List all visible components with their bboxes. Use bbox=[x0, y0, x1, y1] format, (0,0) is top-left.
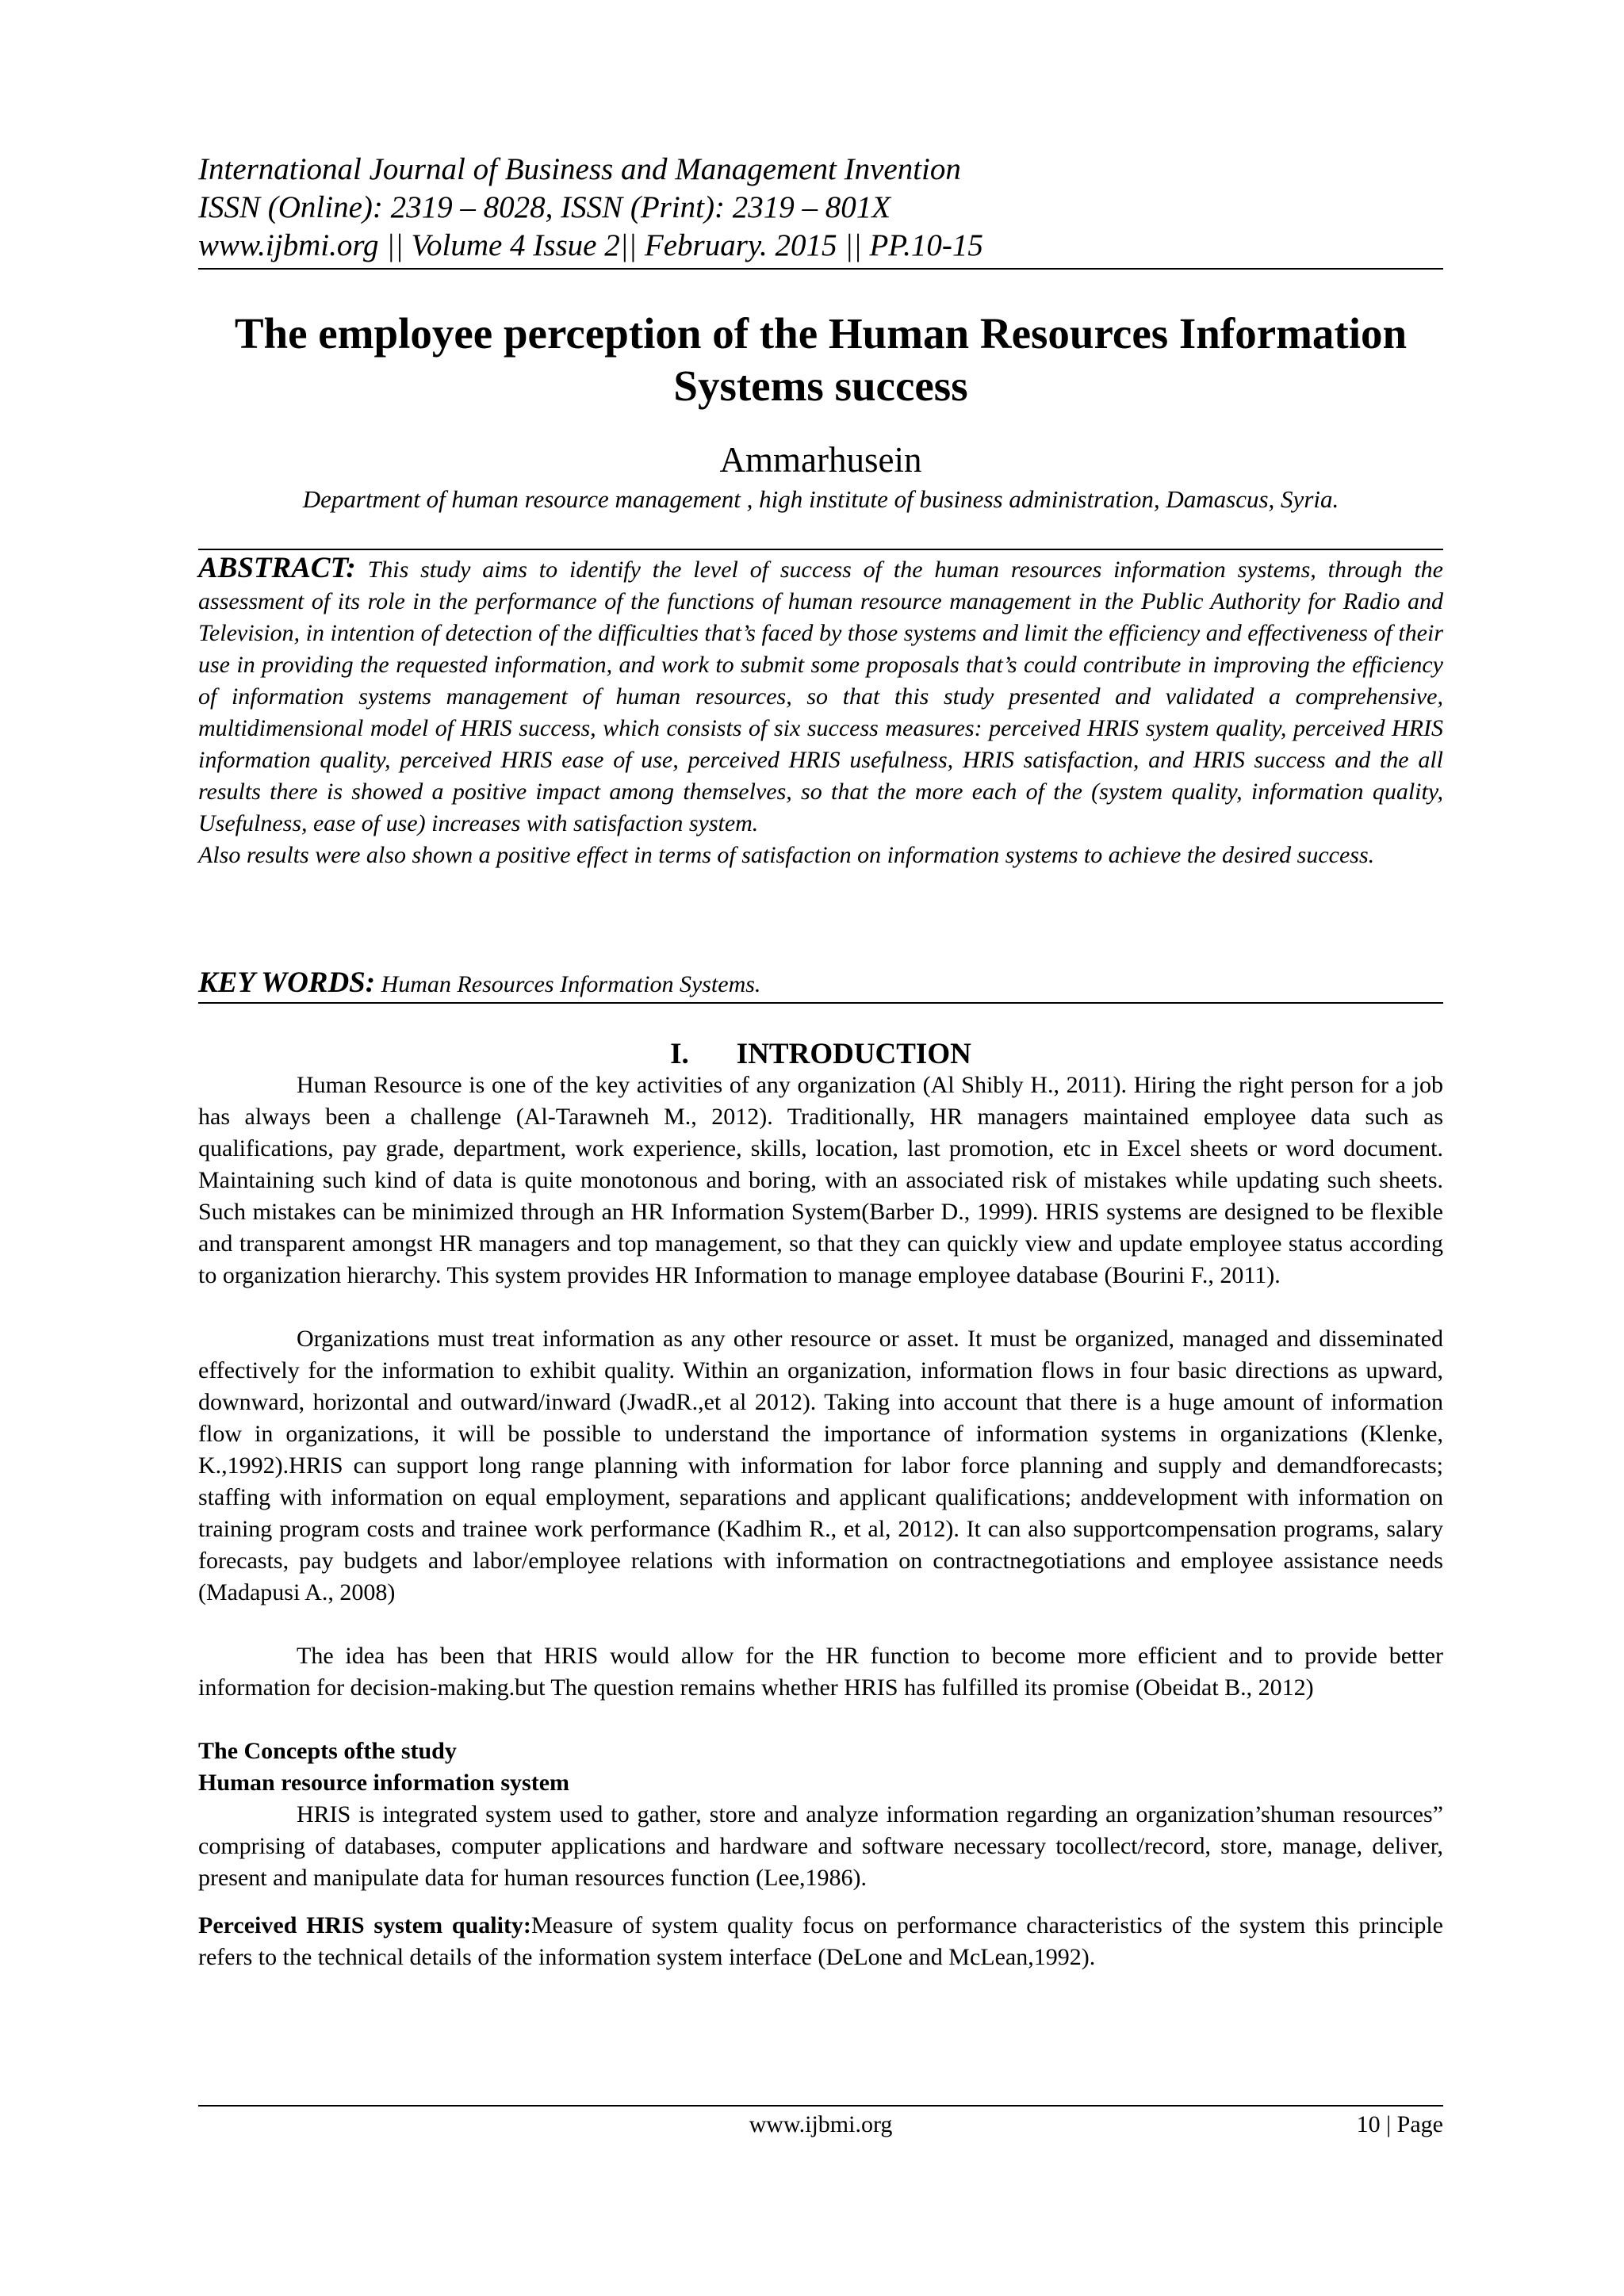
journal-issn: ISSN (Online): 2319 – 8028, ISSN (Print): 2319 – 801X bbox=[198, 190, 891, 224]
subheading-hris: Human resource information system bbox=[198, 1770, 570, 1796]
footer-rule bbox=[198, 2105, 1443, 2107]
keywords-rule bbox=[198, 1002, 1443, 1004]
system-quality-paragraph bbox=[198, 1910, 1443, 1973]
hris-paragraph: HRIS is integrated system used to gather, store and analyze information regarding an organization’shuman resources” comprising of databases, computer applications and hardware and software necessary tocollect/record, store, manage, deliver, present and manipulate data for human resources function (Lee,1986). bbox=[198, 1801, 1443, 1891]
intro-paragraph-1: Human Resource is one of the key activities of any organization (Al Shibly H., 2011). Hiring the right person for a job has always been a challenge (Al-Tarawneh M., 2012). Traditionally, HR managers maintained employee data such as qualifications, pay grade, department, work experience, skills, location, last promotion, etc in Excel sheets or word document. Maintaining such kind of data is quite monotonous and boring, with an associated risk of mistakes while updating such sheets. Such mistakes can be minimized through an HR Information System(Barber D., 1999). HRIS systems are designed to be flexible and transparent amongst HR managers and top management, so that they can quickly view and update employee status according to organization hierarchy. This system provides HR Information to manage employee database (Bourini F., 2011). bbox=[198, 1072, 1443, 1288]
section-number: I. bbox=[670, 1038, 689, 1070]
abstract-label: ABSTRACT: bbox=[198, 552, 356, 584]
paper-title-line-2: Systems success bbox=[673, 362, 968, 410]
paper-title bbox=[198, 308, 1443, 412]
author-affiliation: Department of human resource management , high institute of business administration, Damascus, Syria. bbox=[302, 485, 1339, 513]
section-title: INTRODUCTION bbox=[736, 1038, 971, 1070]
journal-issue-line: www.ijbmi.org || Volume 4 Issue 2|| February. 2015 || PP.10-15 bbox=[198, 228, 983, 262]
journal-header bbox=[198, 151, 1443, 265]
author-name: Ammarhusein bbox=[719, 440, 922, 480]
system-quality-text: Measure of system quality focus on performance characteristics of the system this principle refers to the technical details of the information system interface (DeLone and McLean,1992). bbox=[198, 1912, 1444, 1970]
body-text bbox=[198, 1070, 1443, 1973]
abstract-paragraph bbox=[198, 553, 1443, 840]
journal-name: International Journal of Business and Management Invention bbox=[198, 152, 961, 186]
intro-paragraph-2: Organizations must treat information as any other resource or asset. It must be organized, managed and disseminated effectively for the information to exhibit quality. Within an organization, information flows in four basic directions as upward, downward, horizontal and outward/inward (JwadR.,et al 2012). Taking into account that there is a huge amount of information flow in organizations, it will be possible to understand the importance of information systems in organizations (Klenke, K.,1992).HRIS can support long range planning with information for labor force planning and supply and demandforecasts; staffing with information on equal employment, separations and applicant qualifications; anddevelopment with information on training program costs and trainee work performance (Kadhim R., et al, 2012). It can also supportcompensation programs, salary forecasts, pay budgets and labor/employee relations with information on contractnegotiations and employee assistance needs (Madapusi A., 2008) bbox=[198, 1326, 1443, 1605]
keywords-line bbox=[198, 967, 1443, 1001]
abstract-text-2: Also results were also shown a positive effect in terms of satisfaction on information systems to achieve the desired success. bbox=[198, 842, 1375, 868]
keywords-label: KEY WORDS: bbox=[198, 966, 376, 999]
subheading-concepts: The Concepts ofthe study bbox=[198, 1738, 457, 1764]
section-heading bbox=[198, 1036, 1443, 1073]
footer-url: www.ijbmi.org bbox=[749, 2111, 893, 2137]
intro-paragraph-3: The idea has been that HRIS would allow for the HR function to become more efficient and to provide better information for decision-making.but The question remains whether HRIS has fulfilled its promise (Obeidat B., 2012) bbox=[198, 1643, 1443, 1701]
abstract-top-rule bbox=[198, 549, 1443, 550]
keywords-text: Human Resources Information Systems. bbox=[375, 971, 761, 997]
abstract-text: This study aims to identify the level of success of the human resources information systems, through the assessment of its role in the performance of the functions of human resource management in the Public Authority for Radio and Television, in intention of detection of the difficulties that’s faced by those systems and limit the efficiency and effectiveness of their use in providing the requested information, and work to submit some proposals that’s could contribute in improving the efficiency of information systems management of human resources, so that this study presented and validated a comprehensive, multidimensional model of HRIS success, which consists of six success measures: perceived HRIS system quality, perceived HRIS information quality, perceived HRIS ease of use, perceived HRIS usefulness, HRIS satisfaction, and HRIS success and the all results there is showed a positive impact among themselves, so that the more each of the (system quality, information quality, Usefulness, ease of use) increases with satisfaction system. bbox=[198, 557, 1443, 836]
system-quality-label: Perceived HRIS system quality: bbox=[198, 1912, 531, 1938]
abstract-block bbox=[198, 553, 1443, 871]
header-rule bbox=[198, 268, 1443, 270]
paper-title-line-1: The employee perception of the Human Resources Information bbox=[234, 309, 1408, 358]
footer-page-number: 10 | Page bbox=[1356, 2111, 1443, 2137]
